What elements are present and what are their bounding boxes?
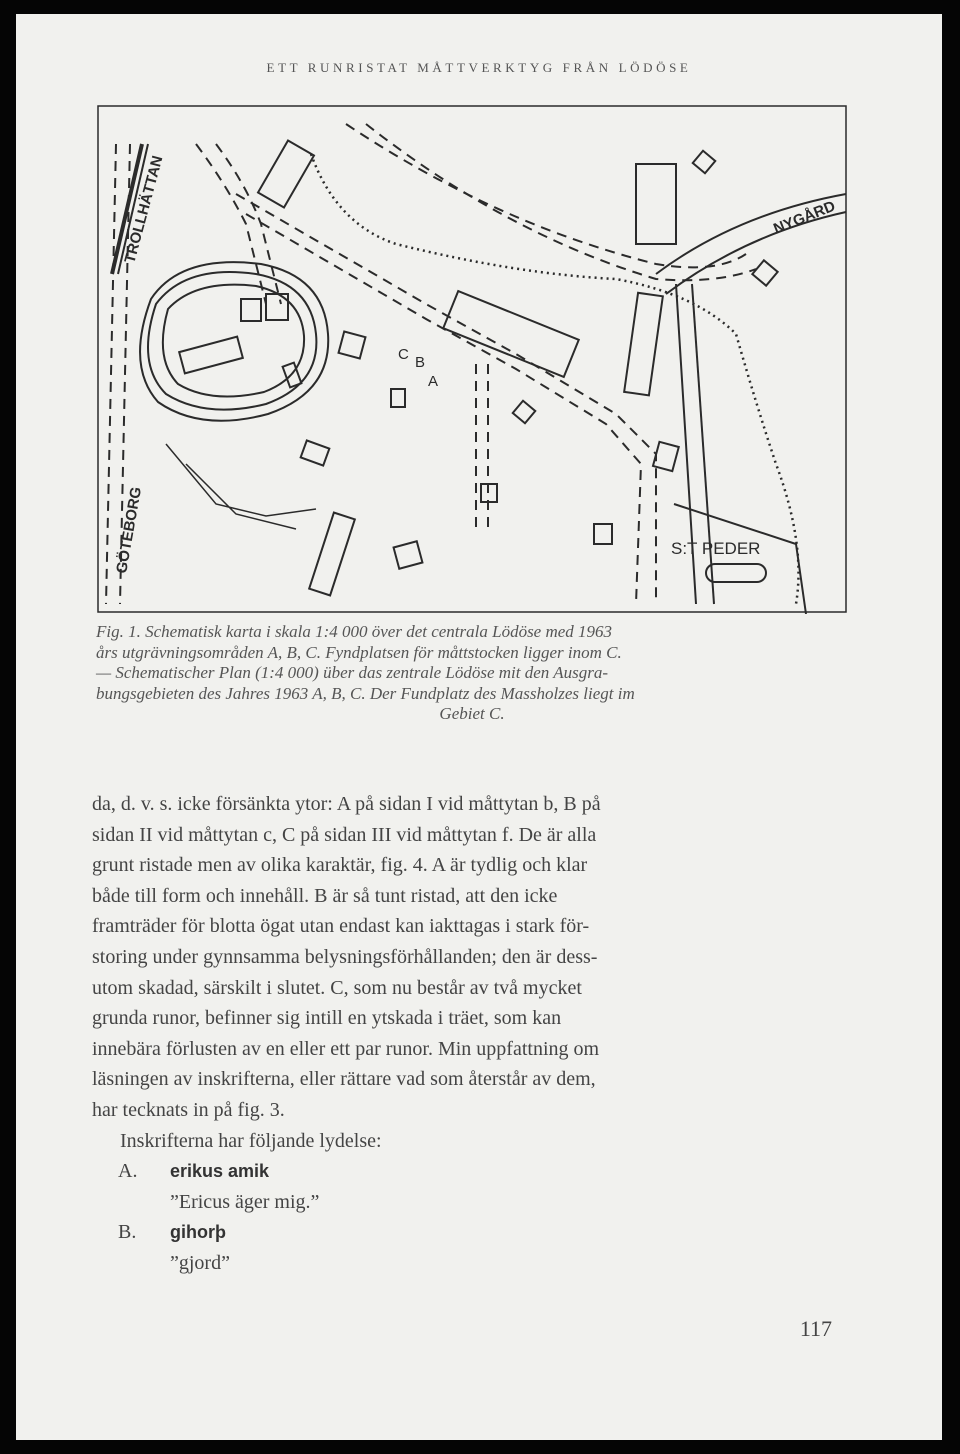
caption-line: Gebiet C. — [439, 704, 505, 723]
caption-line: bungsgebieten des Jahres 1963 A, B, C. Der Fundplatz des Massholzes liegt im — [96, 683, 635, 703]
inscription-translation: ”Ericus äger mig.” — [170, 1190, 320, 1213]
map-label-goteborg: GÖTEBORG — [113, 485, 146, 575]
text-line: läsningen av inskrifterna, eller rättare vad som återstår av dem, — [92, 1068, 596, 1091]
text-line: grunt ristade men av olika karaktär, fig. 4. A är tydlig och klar — [92, 854, 588, 877]
page-number: 117 — [799, 1316, 832, 1341]
inscription-runic: gihorþ — [170, 1222, 226, 1243]
text-line: Inskrifterna har följande lydelse: — [120, 1129, 382, 1152]
body-text — [92, 789, 848, 1279]
page — [16, 14, 942, 1440]
caption-line: års utgrävningsområden A, B, C. Fyndplatsen för måttstocken ligger inom C. — [96, 642, 622, 662]
inscription-label: A. — [118, 1160, 138, 1183]
inscription-label: B. — [118, 1221, 137, 1244]
inscription-a — [92, 1156, 848, 1187]
caption-line: — Schematischer Plan (1:4 000) über das zentrale Lödöse mit den Ausgra- — [96, 663, 608, 682]
text-line: grunda runor, befinner sig intill en ytskada i träet, som kan — [92, 1007, 562, 1030]
text-line: storing under gynnsamma belysningsförhållanden; den är dess- — [92, 945, 598, 968]
running-head: ETT RUNRISTAT MÅTTVERKTYG FRÅN LÖDÖSE — [266, 60, 692, 75]
inscription-runic: erikus amik — [170, 1161, 270, 1182]
map-label-area-b: B — [415, 354, 426, 371]
figure-caption — [96, 622, 848, 725]
text-line: utom skadad, särskilt i slutet. C, som nu består av två mycket — [92, 976, 582, 999]
text-line: framträder för blotta ögat utan endast kan iakttagas i stark för- — [92, 915, 590, 938]
text-line: da, d. v. s. icke försänkta ytor: A på sidan I vid måttytan b, B på — [92, 793, 601, 815]
map-label-st-peder: S:T PEDER — [671, 539, 761, 558]
map-label-area-c: C — [398, 346, 409, 363]
caption-line: Fig. 1. Schematisk karta i skala 1:4 000 över det centrala Lödöse med 1963 — [96, 622, 613, 641]
text-line: sidan II vid måttytan c, C på sidan III vid måttytan f. De är alla — [92, 823, 597, 846]
text-line: har tecknats in på fig. 3. — [92, 1098, 285, 1121]
inscription-translation: ”gjord” — [170, 1251, 230, 1274]
map-label-trollhattan: TROLLHÄTTAN — [121, 153, 167, 266]
map-label-area-a: A — [428, 373, 439, 390]
map-label-nygard: NYGÅRD — [771, 197, 838, 238]
schematic-map — [96, 104, 848, 614]
text-line: både till form och innehåll. B är så tunt ristad, att den icke — [92, 884, 558, 907]
inscription-b — [92, 1217, 848, 1248]
text-line: innebära förlusten av en eller ett par runor. Min uppfattning om — [92, 1037, 600, 1060]
